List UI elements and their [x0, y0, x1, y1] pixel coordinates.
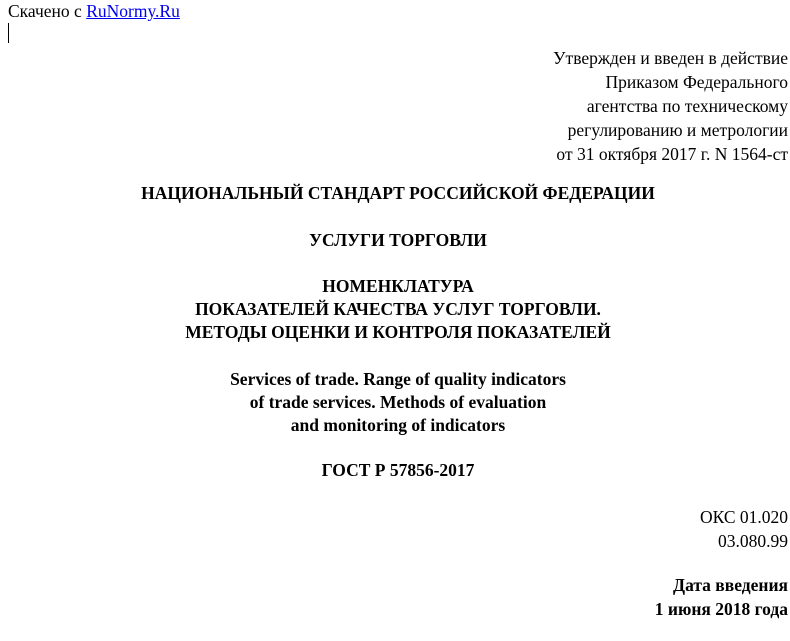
national-standard-title: НАЦИОНАЛЬНЫЙ СТАНДАРТ РОССИЙСКОЙ ФЕДЕРАЦИИ	[141, 183, 655, 203]
text-cursor	[8, 23, 9, 43]
classification-line: ОКС 01.020	[699, 507, 788, 527]
approval-line: регулированию и метрологии	[567, 120, 788, 140]
classification-line: 03.080.99	[718, 531, 788, 551]
english-name-line: Services of trade. Range of quality indicators	[230, 369, 566, 389]
runormy-link[interactable]: RuNormy.Ru	[86, 1, 180, 21]
english-name-line: of trade services. Methods of evaluation	[249, 392, 547, 412]
standard-name-russian	[0, 275, 790, 344]
gost-number: ГОСТ Р 57856-2017	[321, 460, 475, 480]
standard-name-line: НОМЕНКЛАТУРА	[322, 276, 474, 296]
english-name-line: and monitoring of indicators	[290, 415, 506, 435]
effective-date-label: Дата введения	[673, 575, 788, 595]
effective-date-block	[655, 573, 788, 621]
standard-name-line: ПОКАЗАТЕЛЕЙ КАЧЕСТВА УСЛУГ ТОРГОВЛИ.	[195, 299, 601, 319]
approval-block	[553, 46, 788, 166]
downloaded-from-text: Скачено с	[8, 1, 87, 21]
standard-subject-title: УСЛУГИ ТОРГОВЛИ	[309, 230, 487, 250]
approval-line: Утвержден и введен в действие	[553, 48, 788, 68]
approval-line: Приказом Федерального	[605, 72, 788, 92]
classification-codes	[700, 505, 788, 553]
standard-name-english	[0, 368, 790, 437]
effective-date-value: 1 июня 2018 года	[654, 599, 788, 619]
approval-line: от 31 октября 2017 г. N 1564-ст	[556, 144, 788, 164]
approval-line: агентства по техническому	[586, 96, 788, 116]
source-line	[8, 0, 180, 22]
standard-name-line: МЕТОДЫ ОЦЕНКИ И КОНТРОЛЯ ПОКАЗАТЕЛЕЙ	[185, 322, 611, 342]
